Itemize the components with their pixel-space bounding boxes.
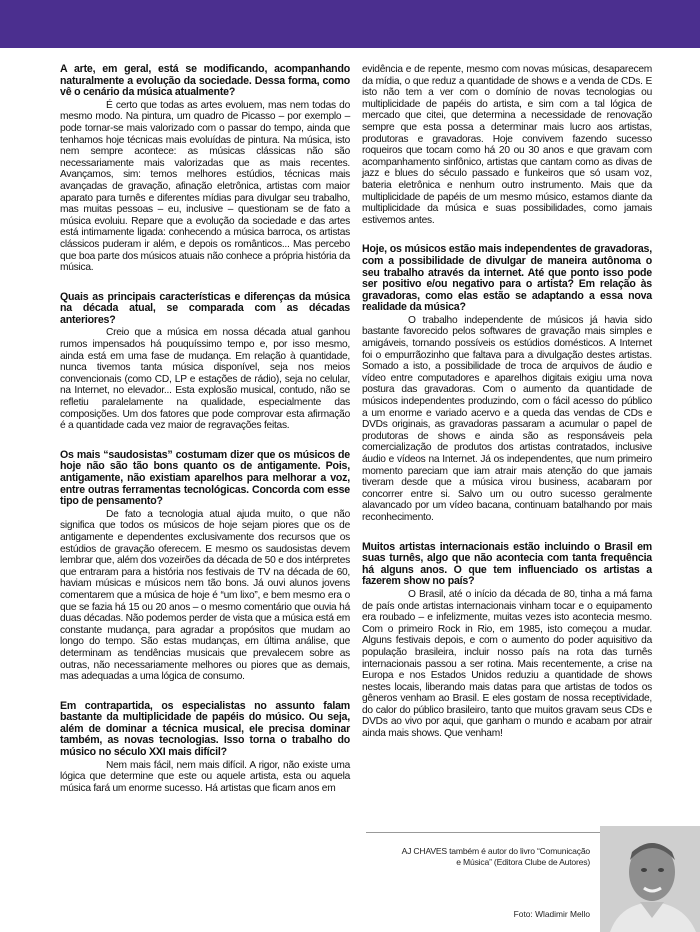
author-credit-line2: e Música” (Editora Clube de Autores) — [456, 856, 590, 867]
answer-4-start: Nem mais fácil, nem mais difícil. A rigor, não existe uma lógica que determine que este ou aquele artista, esta ou aquela música fará um enorme sucesso. Há artistas que ficam anos em — [60, 759, 350, 794]
answer-6: O Brasil, até o início da década de 80, tinha a má fama de país onde artistas internacionais vinham tocar e o equipamento era roubado – e infelizmente, muitas vezes isto acontecia mesmo. Com o primeiro Rock in Rio, em 1985, isto começou a mudar. Alguns festivais depois, e com o aumento do poder aquisitivo da população brasileira, incluir nosso país na rota das turnês internacionais passou a ser rotina. Mais recentemente, a crise na Europa e nos Estados Unidos reduziu a quantidade de shows nestes locais, liberando mais datas para que artistas de todos os gêneros venham ao Brasil. E eles gostam de nossa receptividade, do calor do público brasileiro, tanto que muitos gravam seus CDs e DVDs ao vivo por aqui, que ganham o mundo e acabam por atrair ainda mais shows. Que venham! — [362, 588, 652, 740]
author-portrait-icon — [600, 826, 700, 932]
left-column — [60, 64, 350, 794]
answer-2: Creio que a música em nossa década atual ganhou rumos impensados há pouquíssimo tempo e, por isso mesmo, ainda está em uma fase de mudança. Em relação à quantidade, nunca tivemos tanta música disponível, seja nos meios convencionais (como CD, LP e estações de rádio), seja no celular, na Internet, no elevador... Esta explosão musical, contudo, não se refletiu paralelamente na qualidade, especialmente das composições. Um dos fatores que pode comprovar esta afirmação é a quantidade cada vez maior de regravações feitas. — [60, 327, 350, 432]
question-5: Hoje, os músicos estão mais independentes de gravadoras, com a possibilidade de divulgar de maneira autônoma o seu trabalho através da internet. Até que ponto isso pode ser positivo e/ou negativo para o artista? Em relação às gravadoras, como elas estão se adaptando a essa nova realidade da música? — [362, 243, 652, 314]
author-credit-line1: AJ CHAVES também é autor do livro “Comunicação — [401, 846, 590, 856]
header-color-band — [0, 0, 700, 48]
answer-1: É certo que todas as artes evoluem, mas nem todas do mesmo modo. Na pintura, um quadro de Picasso – por exemplo – pode tornar-se mais valorizado com o passar do tempo, ainda que tenhamos hoje técnicas mais evoluídas de pintura. Na música, isto nem sempre acontece: as músicas clássicas não são necessariamente mais valorizadas que as mais recentes. Avançamos, sim: temos melhores estúdios, técnicas mais avançadas de gravação, afinação eletrônica, artistas com maior aparato para turnês e diferentes mídias para divulgar seu trabalho, mas muitas pessoas – eu, inclusive – questionam se de fato a música evoluiu. Repare que a evolução da sociedade e das artes está intimamente ligada: conhecendo a música barroca, os artistas clássicos puderam ir além, e depois os românticos... Mas percebo que boa parte dos músicos atuais não conhece a própria história da música. — [60, 99, 350, 274]
credit-divider — [366, 832, 602, 833]
question-3: Os mais “saudosistas” costumam dizer que os músicos de hoje não são tão bons quanto os de antigamente. Pois, antigamente, não existiam aparelhos para melhorar a voz, entre outras ferramentas tecnológicas. Concorda com esse tipo de pensamento? — [60, 448, 350, 508]
question-2: Quais as principais características e diferenças da música na década atual, se comparada com as décadas anteriores? — [60, 290, 350, 326]
author-photo — [600, 826, 700, 932]
photo-credit: Foto: Wladimir Mello — [513, 909, 590, 919]
question-4: Em contrapartida, os especialistas no assunto falam bastante da multiplicidade de papéis do músico. Ou seja, além de dominar a técnica musical, ele precisa dominar também, as novas tecnologias. Isso torna o trabalho do músico no século XXI mais difícil? — [60, 699, 350, 759]
answer-3: De fato a tecnologia atual ajuda muito, o que não significa que todos os músicos de hoje sejam piores que os de antigamente e dependentes exclusivamente dos recursos que os estúdios de gravação oferecem. E mesmo os saudosistas devem lembrar que, além dos vozeirões da década de 50 e dos intérpretes que entraram para a história nos festivais de TV na década de 60, haviam músicas e músicos nem tão bons. Já ouvi alunos jovens comentarem que a música de hoje é “um lixo”, e bem mesmo era o que se fazia há 15 ou 20 anos – o mesmo comentário que ouvia há duas décadas. Não podemos perder de vista que a música está em constante mudança, para agradar a propósitos que mudam ao longo do tempo. São estas mudanças, em última análise, que determinam as tendências musicais que prevalecem sobre as outras, não necessariamente melhores ou piores que as demais, mas adequadas a uma lógica de consumo. — [60, 508, 350, 683]
right-column — [362, 64, 652, 740]
answer-5: O trabalho independente de músicos já havia sido bastante favorecido pelos softwares de gravação mais simples e amigáveis, tornando possíveis os estúdios domésticos. A Internet foi o empurrãozinho que faltava para a divulgação destes artistas. Somado a isto, a possibilidade de troca de arquivos de áudio e vídeo entre computadores e aparelhos digitais exigiu uma nova postura das gravadoras. Com o aumento da quantidade de músicos independentes produzindo, com o fácil acesso do público a um enorme e variado acervo e a queda das vendas de CDs e DVDs originais, as gravadoras passaram a acumular o papel de produtoras de shows e ainda são as responsáveis pela comercialização de produtos dos artistas contratados, inclusive áudio e vídeos na Internet. Já os independentes, que num primeiro momento pareciam que iam atrair mais atenção do que jamais tiveram desde que a música virou business, acabaram por concorrer entre si. Salvo um ou outro sucesso geralmente alavancado por um vídeo bacana, continuam batalhando por mais reconhecimento. — [362, 314, 652, 523]
question-6: Muitos artistas internacionais estão incluindo o Brasil em suas turnês, algo que não acontecia com tanta frequência há alguns anos. O que tem influenciado os artistas a fazerem show no país? — [362, 540, 652, 588]
answer-4-continued: evidência e de repente, mesmo com novas músicas, desaparecem da mídia, o que reduz a quantidade de shows e a venda de CDs. E isto não tem a ver com o domínio de novas tecnologias ou multiplicidade de papéis do artista, e sim com a tal lógica de mercado que citei, que determina a necessidade de renovação sempre que esta possa a determinar mais lucro aos artistas, produtoras e gravadoras. Hoje convivem fazendo sucesso roqueiros que tocam como há 20 ou 30 anos e que gravam com acompanhamento sinfônico, artistas que cantam como as divas de jazz e blues do século passado e funkeiros que só usam voz, bateria eletrônica e nenhum outro instrumento. Mais que da multiplicidade de papéis de um mesmo músico, estamos diante da multiplicidade da música e suas possibilidades, como jamais estivemos antes. — [362, 64, 652, 226]
question-1: A arte, em geral, está se modificando, acompanhando naturalmente a evolução da sociedade. Dessa forma, como vê o cenário da música atualmente? — [60, 63, 350, 99]
author-credit — [378, 846, 590, 867]
